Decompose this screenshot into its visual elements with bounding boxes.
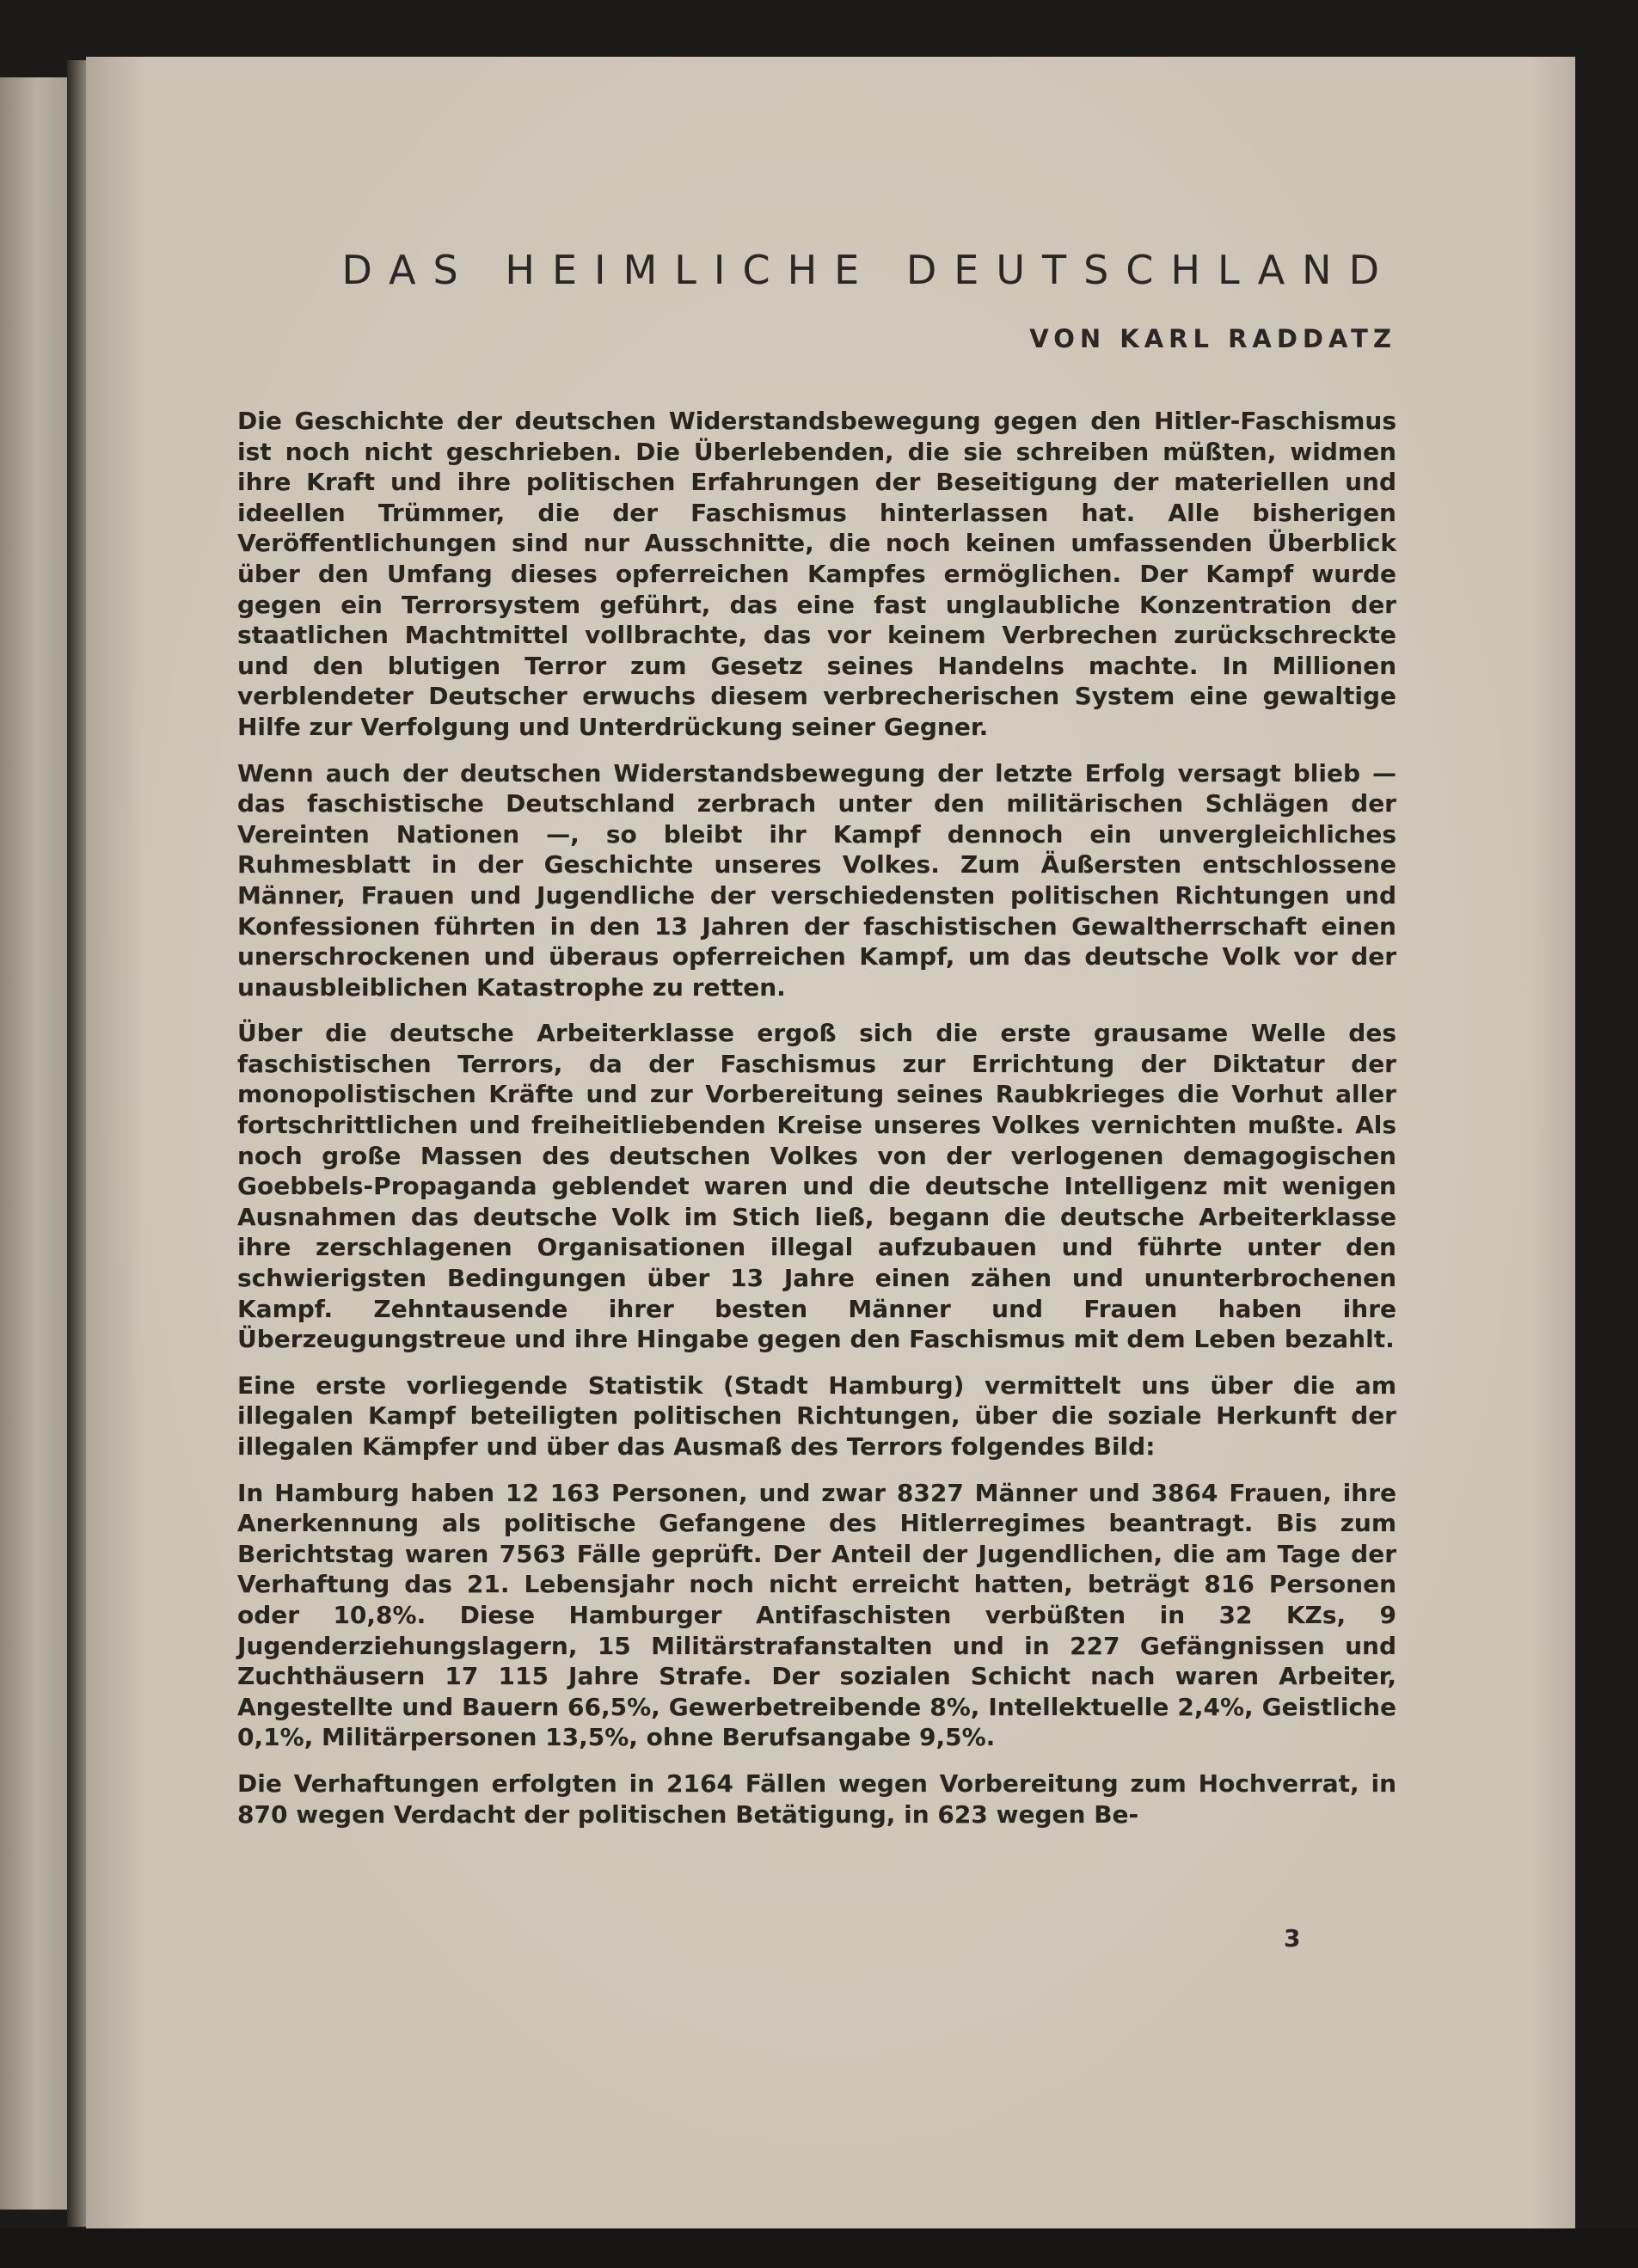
article-title: DAS HEIMLICHE DEUTSCHLAND [341,247,1396,293]
left-page-edge [0,77,67,2210]
paragraph: Über die deutsche Arbeiterklasse ergoß sich die erste grausame Welle des faschistischen Terrors, da der Faschismus zur Errichtung der Diktatur der monopolistischen Kräfte und zur Vorbereitung seines Raubkrieges die Vorhut aller fortschrittlichen und freiheitliebenden Kreise unseres Volkes vernichten mußte. Als noch große Massen des deutschen Volkes von der verlogenen demagogischen Goebbels-Propaganda geblendet waren und die deutsche Intelligenz mit wenigen Ausnahmen das deutsche Volk im Stich ließ, begann die deutsche Arbeiterklasse ihre zerschlagenen Organisationen illegal aufzubauen und führte unter den schwierigsten Bedingungen über 13 Jahre einen zähen und ununterbrochenen Kampf. Zehntausende ihrer besten Männer und Frauen haben ihre Überzeugungstreue und ihre Hingabe gegen den Faschismus mit dem Leben bezahlt. [237,1019,1396,1354]
article-body [237,406,1396,1830]
paragraph: In Hamburg haben 12 163 Personen, und zwar 8327 Männer und 3864 Frauen, ihre Anerkennung als politische Gefangene des Hitlerregimes beantragt. Bis zum Berichtstag waren 7563 Fälle geprüft. Der Anteil der Jugendlichen, die am Tage der Verhaftung das 21. Lebensjahr noch nicht erreicht hatten, beträgt 816 Personen oder 10,8%. Diese Hamburger Antifaschisten verbüßten in 32 KZs, 9 Jugenderziehungslagern, 15 Militärstrafanstalten und in 227 Gefängnissen und Zuchthäusern 17 115 Jahre Strafe. Der sozialen Schicht nach waren Arbeiter, Angestellte und Bauern 66,5%, Gewerbetreibende 8%, Intellektuelle 2,4%, Geistliche 0,1%, Militärpersonen 13,5%, ohne Berufsangabe 9,5%. [237,1478,1396,1752]
paragraph: Wenn auch der deutschen Widerstandsbewegung der letzte Erfolg versagt blieb — das faschistische Deutschland zerbrach unter den militärischen Schlägen der Vereinten Nationen —, so bleibt ihr Kampf dennoch ein unvergleichliches Ruhmesblatt in der Geschichte unseres Volkes. Zum Äußersten entschlossene Männer, Frauen und Jugendliche der verschiedensten politischen Richtungen und Konfessionen führten in den 13 Jahren der faschistischen Gewaltherrschaft einen unerschrockenen und überaus opferreichen Kampf, um das deutsche Volk vor der unausbleiblichen Katastrophe zu retten. [237,758,1396,1002]
paragraph: Eine erste vorliegende Statistik (Stadt Hamburg) vermittelt uns über die am illegalen Kampf beteiligten politischen Richtungen, über die soziale Herkunft der illegalen Kämpfer und über das Ausmaß des Terrors folgendes Bild: [237,1370,1396,1461]
right-page [86,57,1575,2228]
article-content [237,244,1396,1845]
page-number: 3 [1284,1924,1301,1952]
scan-background-strip [0,2228,1638,2268]
article-author: VON KARL RADDATZ [1029,324,1396,353]
paragraph: Die Verhaftungen erfolgten in 2164 Fällen wegen Vorbereitung zum Hochverrat, in 870 wegen Verdacht der politischen Betätigung, in 623 wegen Be- [237,1768,1396,1829]
paragraph: Die Geschichte der deutschen Widerstandsbewegung gegen den Hitler-Faschismus ist noch nicht geschrieben. Die Überlebenden, die sie schreiben müßten, widmen ihre Kraft und ihre politischen Erfahrungen der Beseitigung der materiellen und ideellen Trümmer, die der Faschismus hinterlassen hat. Alle bisherigen Veröffentlichungen sind nur Ausschnitte, die noch keinen umfassenden Überblick über den Umfang dieses opferreichen Kampfes ermöglichen. Der Kampf wurde gegen ein Terrorsystem geführt, das eine fast unglaubliche Konzentration der staatlichen Machtmittel vollbrachte, das vor keinem Verbrechen zurückschreckte und den blutigen Terror zum Gesetz seines Handelns machte. In Millionen verblendeter Deutscher erwuchs diesem verbrecherischen System eine gewaltige Hilfe zur Verfolgung und Unterdrückung seiner Gegner. [237,407,1396,741]
